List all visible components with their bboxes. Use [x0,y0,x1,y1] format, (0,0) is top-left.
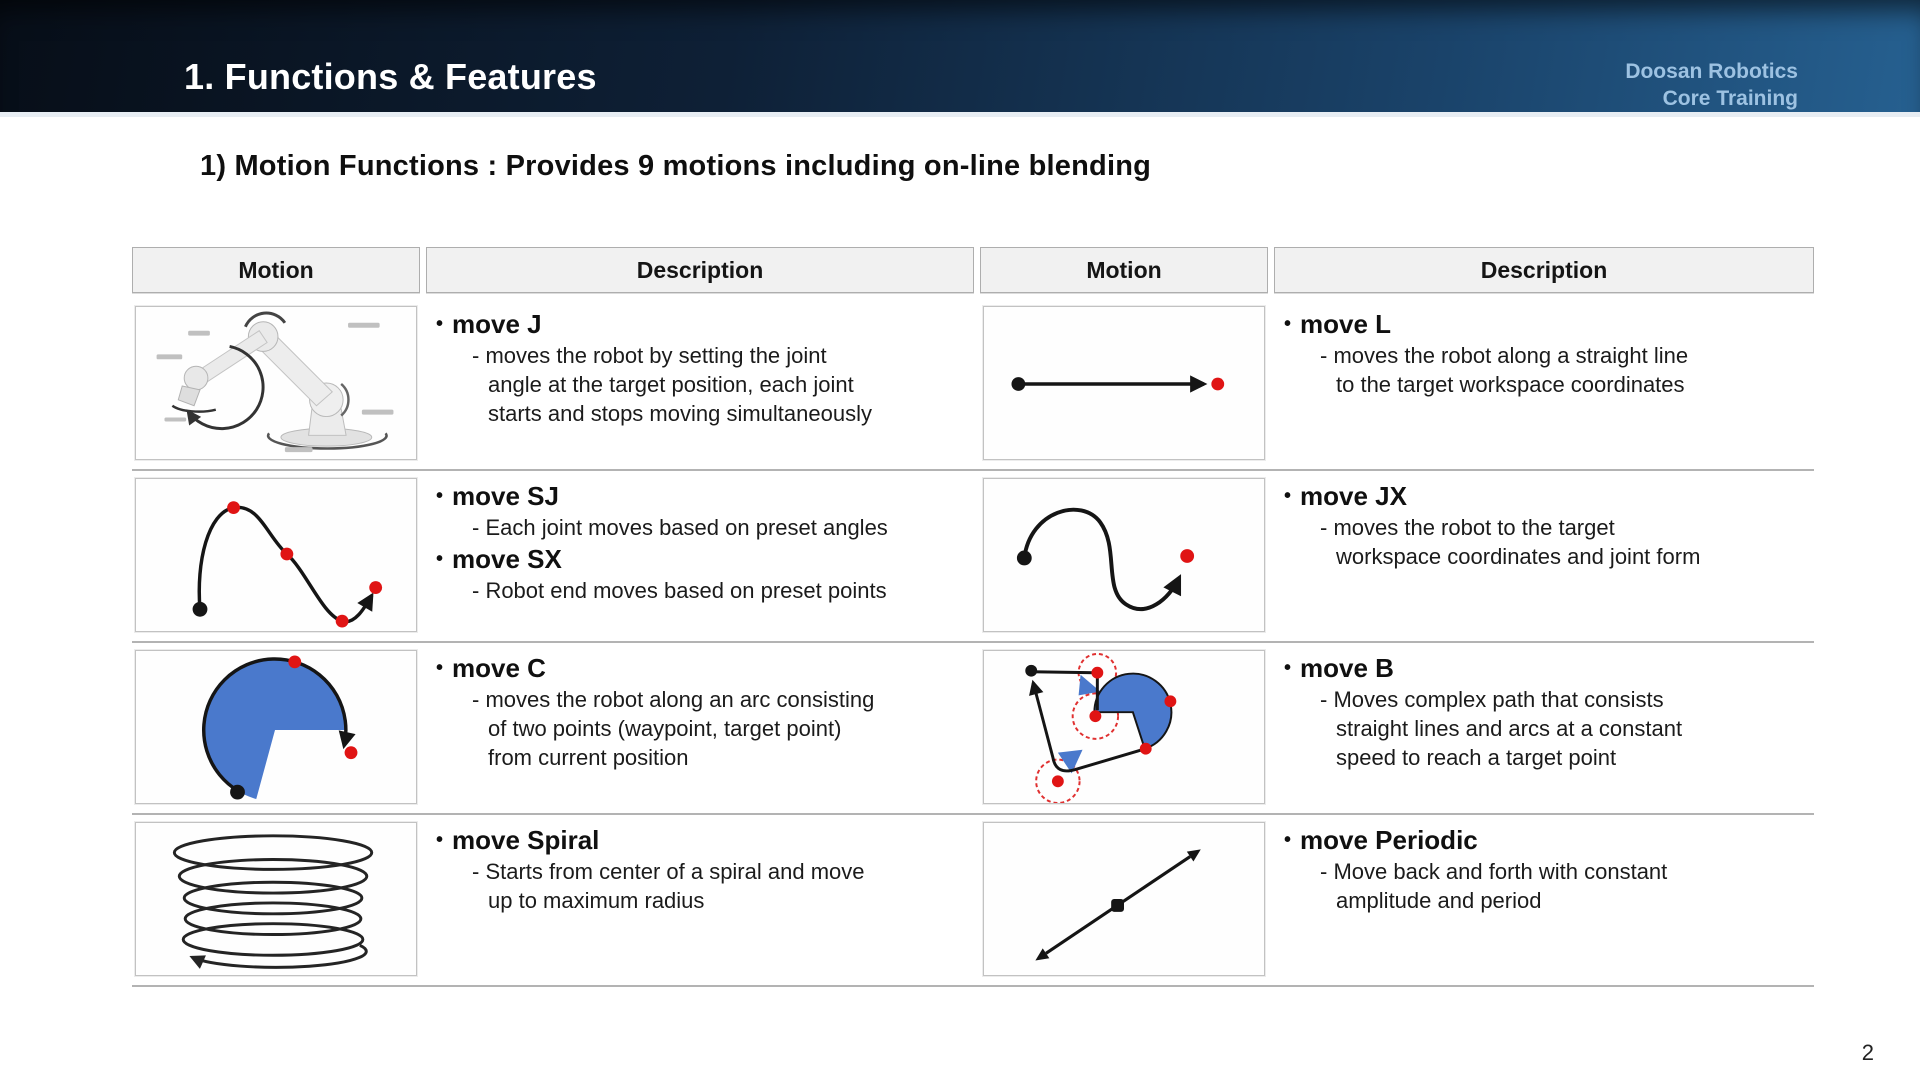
motion-title-text: move B [1300,653,1394,683]
description-line: - moves the robot along an arc consisting [472,687,875,712]
motion-cell-move-spiral [132,815,420,985]
motion-cell-move-sj [132,471,420,641]
motion-title-text: move J [452,309,542,339]
description-line: amplitude and period [1336,888,1542,913]
bullet-glyph: • [436,829,444,851]
arc-motion-diagram [135,650,417,804]
column-header-motion-1: Motion [132,247,420,293]
description-line: angle at the target position, each joint [488,372,854,397]
spiral-motion-diagram [135,822,417,976]
motion-title-text: move JX [1300,481,1407,511]
motion-name [1278,651,1814,685]
table-row [132,299,1814,471]
description-line: - Move back and forth with constant [1320,859,1668,884]
bullet-glyph: • [1284,313,1292,335]
motion-title-text: move L [1300,309,1392,339]
table-row [132,471,1814,643]
motion-name [1278,823,1814,857]
description-cell-move-j [426,299,974,469]
motion-title-text: move SX [452,544,562,574]
description-cell-move-c [426,643,974,813]
straight-line-icon [984,307,1264,459]
bullet-glyph: • [436,548,444,570]
motion-name [430,307,974,341]
brand-line-2: Core Training [1662,87,1798,110]
arc-pie-icon [136,651,416,803]
page-title: 1. Functions & Features [184,56,597,97]
motion-name [430,823,974,857]
blend-path-motion-diagram [983,650,1265,804]
description-line: speed to reach a target point [1336,745,1617,770]
description-cell-move-sj-sx [426,471,974,641]
description-cell-move-jx [1274,471,1814,641]
brand-line-1: Doosan Robotics [1625,60,1798,83]
bullet-glyph: • [436,657,444,679]
header-bar [0,0,1920,117]
table-row [132,815,1814,987]
motion-cell-move-c [132,643,420,813]
robot-arm-joint-diagram [135,306,417,460]
description-cell-move-periodic [1274,815,1814,985]
motion-cell-move-j [132,299,420,469]
description-line: straight lines and arcs at a constant [1336,716,1683,741]
description-line: from current position [488,745,689,770]
description-cell-move-spiral [426,815,974,985]
motion-name [430,542,974,576]
motion-cell-move-b [980,643,1268,813]
motion-name [430,479,974,513]
motion-title-text: move C [452,653,546,683]
bullet-glyph: • [436,313,444,335]
double-arrow-icon [984,823,1264,975]
motion-name [430,651,974,685]
motion-title-text: move Spiral [452,825,600,855]
table-row [132,643,1814,815]
s-curve-icon [984,479,1264,631]
description-line: up to maximum radius [488,888,705,913]
motion-title-text: move Periodic [1300,825,1478,855]
periodic-motion-diagram [983,822,1265,976]
description-line: workspace coordinates and joint form [1336,544,1701,569]
robot-arm-icon [136,307,416,459]
description-line: - moves the robot to the target [1320,515,1615,540]
description-cell-move-b [1274,643,1814,813]
motion-cell-move-periodic [980,815,1268,985]
brand-text [1625,58,1798,112]
motion-cell-move-l [980,299,1268,469]
bullet-glyph: • [1284,829,1292,851]
spiral-coil-icon [136,823,416,975]
section-subtitle: 1) Motion Functions : Provides 9 motions including on-line blending [200,150,1152,182]
description-line: - Robot end moves based on preset points [472,578,887,603]
motion-name [1278,479,1814,513]
bullet-glyph: • [436,485,444,507]
motion-title-text: move SJ [452,481,559,511]
description-cell-move-l [1274,299,1814,469]
description-line: - Each joint moves based on preset angles [472,515,888,540]
motion-cell-move-jx [980,471,1268,641]
description-line: to the target workspace coordinates [1336,372,1685,397]
spline-joint-motion-diagram [135,478,417,632]
description-line: - moves the robot along a straight line [1320,343,1689,368]
description-line: starts and stops moving simultaneously [488,401,872,426]
s-curve-motion-diagram [983,478,1265,632]
column-header-description-1: Description [426,247,974,293]
description-line: - Starts from center of a spiral and move [472,859,865,884]
column-header-description-2: Description [1274,247,1814,293]
description-line: - Moves complex path that consists [1320,687,1664,712]
spline-curve-icon [136,479,416,631]
table-header-row [132,247,1814,293]
page-number: 2 [1861,1040,1874,1065]
bullet-glyph: • [1284,485,1292,507]
blend-path-icon [984,651,1264,803]
column-header-motion-2: Motion [980,247,1268,293]
description-line: of two points (waypoint, target point) [488,716,842,741]
motion-name [1278,307,1814,341]
bullet-glyph: • [1284,657,1292,679]
motion-table [132,247,1814,987]
description-line: - moves the robot by setting the joint [472,343,827,368]
straight-line-motion-diagram [983,306,1265,460]
